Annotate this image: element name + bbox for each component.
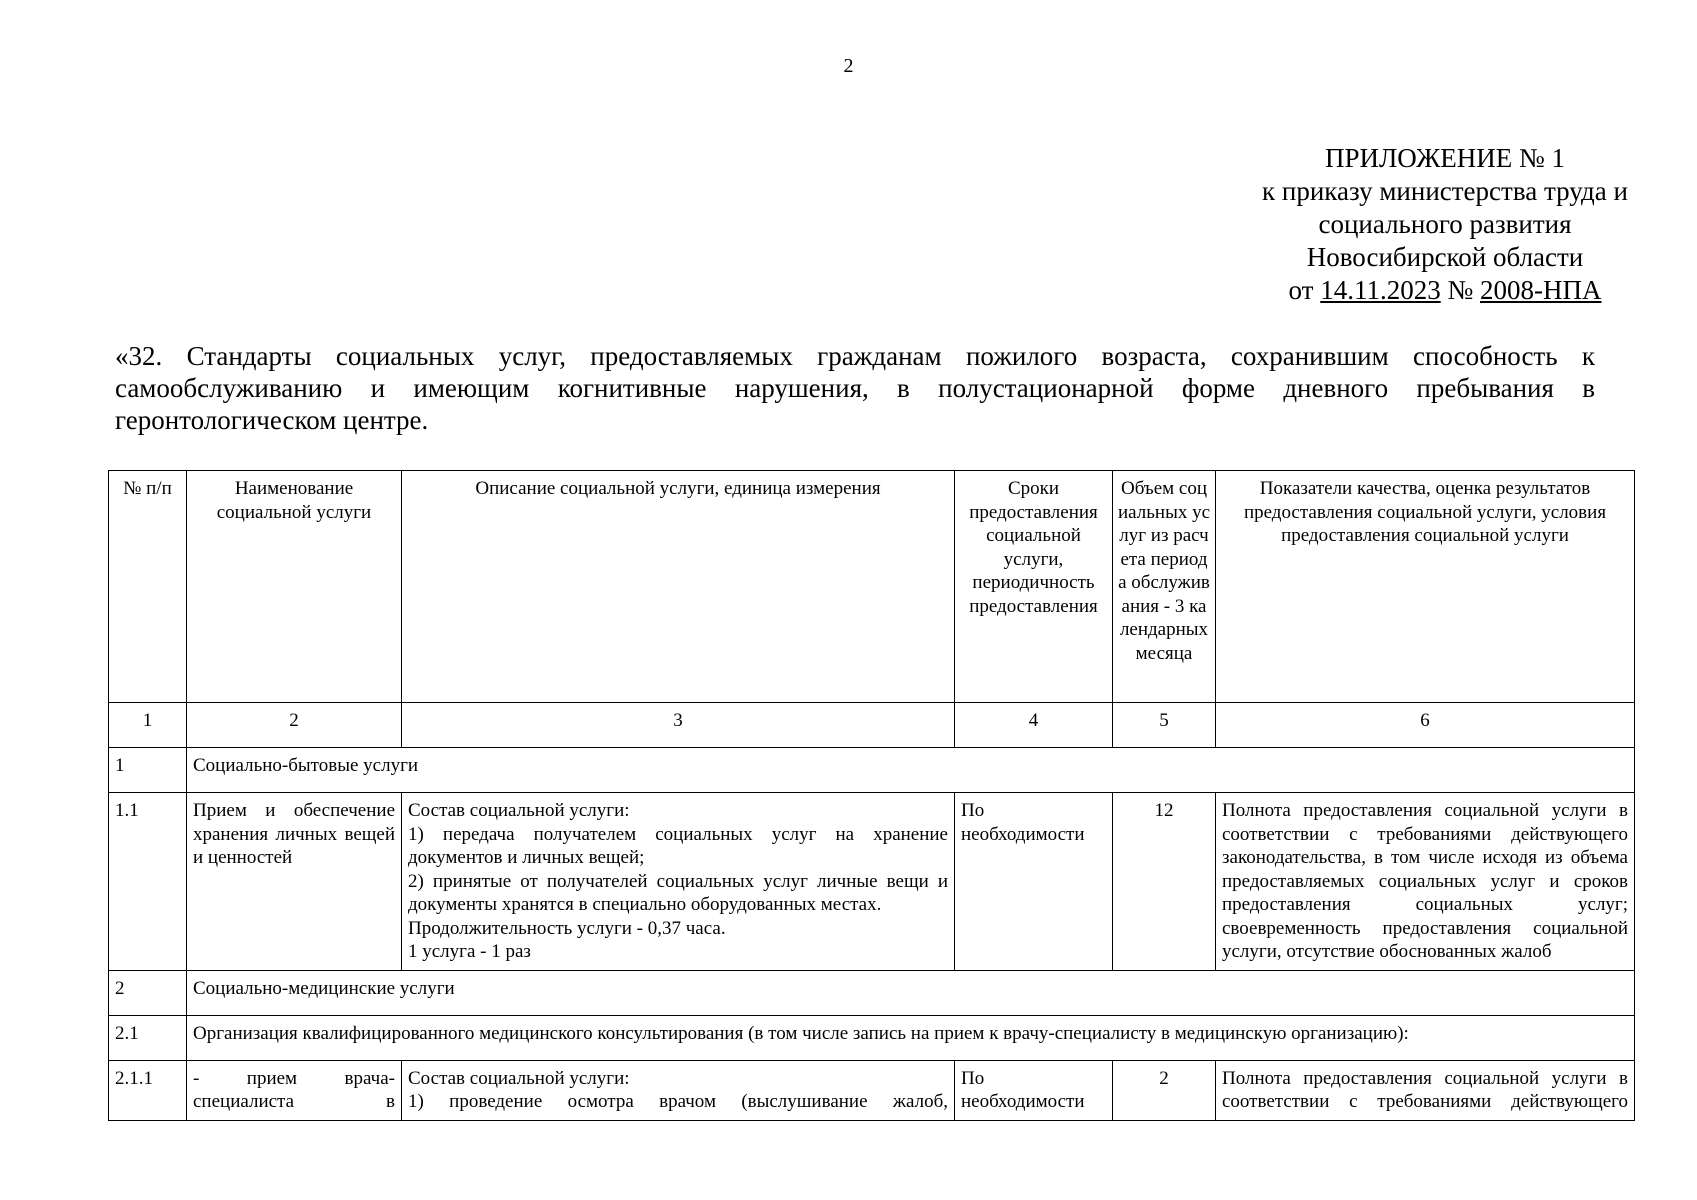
- subsection-num: 2.1: [109, 1015, 187, 1060]
- subsection-row-consulting: [109, 1015, 1635, 1060]
- col-number: 3: [402, 703, 955, 748]
- table-row: [109, 1060, 1635, 1120]
- section-num: 1: [109, 748, 187, 793]
- page-number: 2: [843, 55, 854, 77]
- description-line: Состав социальной услуги:: [408, 1067, 630, 1089]
- description-line: Продолжительность услуги - 0,37 часа.: [408, 917, 726, 939]
- column-numbers-row: [109, 703, 1635, 748]
- order-number: 2008-НПА: [1479, 275, 1602, 305]
- col-number: 2: [187, 703, 402, 748]
- service-description: [402, 793, 955, 971]
- section-title: Социально-бытовые услуги: [187, 748, 1635, 793]
- header-name: Наименование социальной услуги: [187, 471, 402, 703]
- service-name: Прием и обеспечение хранения личных вещей и ценностей: [187, 793, 402, 971]
- subsection-title: Организация квалифицированного медицинского консультирования (в том числе запись на прием к врачу-специалисту в медицинскую организацию):: [187, 1015, 1635, 1060]
- appendix-block: [1230, 142, 1660, 307]
- appendix-title: ПРИЛОЖЕНИЕ № 1: [1324, 143, 1566, 173]
- section-row-social-household: [109, 748, 1635, 793]
- service-volume: 2: [1113, 1060, 1216, 1120]
- col-number: 1: [109, 703, 187, 748]
- description-line: 1 услуга - 1 раз: [408, 941, 531, 962]
- date-prefix: от: [1288, 275, 1314, 305]
- number-sign: №: [1447, 275, 1474, 305]
- row-num: 2.1.1: [109, 1060, 187, 1120]
- col-number: 6: [1216, 703, 1635, 748]
- table-header-row: [109, 471, 1635, 703]
- order-date: 14.11.2023: [1320, 275, 1441, 305]
- appendix-line-region: Новосибирской области: [1306, 242, 1584, 272]
- standards-table: [108, 470, 1635, 1121]
- header-terms: Сроки предоставления социальной услуги, периодичность предоставления: [955, 471, 1113, 703]
- document-title: «32. Стандарты социальных услуг, предоставляемых гражданам пожилого возраста, сохранившим способность к самообслуживанию и имеющим когнитивные нарушения, в полустационарной форме дневного пребывания в геронтологическом центре.: [115, 341, 1595, 435]
- section-num: 2: [109, 970, 187, 1015]
- appendix-line-ministry: социального развития: [1318, 209, 1572, 239]
- header-volume: Объем социальных услуг из расчета периода обслуживания - 3 календарных месяца: [1113, 471, 1216, 703]
- service-name: - прием врача-специалиста в: [187, 1060, 402, 1120]
- description-line: 2) принятые от получателей социальных услуг личные вещи и документы хранятся в специально оборудованных местах.: [408, 870, 948, 915]
- service-description: [402, 1060, 955, 1120]
- section-title: Социально-медицинские услуги: [187, 970, 1635, 1015]
- col-number: 4: [955, 703, 1113, 748]
- service-volume: 12: [1113, 793, 1216, 971]
- header-description: Описание социальной услуги, единица измерения: [402, 471, 955, 703]
- service-terms: По необходимости: [955, 793, 1113, 971]
- service-quality: Полнота предоставления социальной услуги в соответствии с требованиями действующего законодательства, в том числе исходя из объема предоставляемых социальных услуг и сроков предоставления социальных услуг; своевременность предоставления социальной услуги, отсутствие обоснованных жалоб: [1216, 793, 1635, 971]
- appendix-line-order: к приказу министерства труда и: [1262, 176, 1628, 206]
- header-quality: Показатели качества, оценка результатов предоставления социальной услуги, условия предоставления социальной услуги: [1216, 471, 1635, 703]
- header-num: № п/п: [109, 471, 187, 703]
- col-number: 5: [1113, 703, 1216, 748]
- description-line: Состав социальной услуги:: [408, 800, 630, 821]
- description-line: 1) передача получателем социальных услуг на хранение документов и личных вещей;: [408, 823, 948, 868]
- appendix-date-line: [1230, 274, 1660, 307]
- service-quality: Полнота предоставления социальной услуги в соответствии с требованиями действующего: [1216, 1060, 1635, 1120]
- table-row: [109, 793, 1635, 971]
- description-line: 1) проведение осмотра врачом (выслушивание жалоб,: [408, 1091, 948, 1112]
- section-row-social-medical: [109, 970, 1635, 1015]
- service-terms: По необходимости: [955, 1060, 1113, 1120]
- row-num: 1.1: [109, 793, 187, 971]
